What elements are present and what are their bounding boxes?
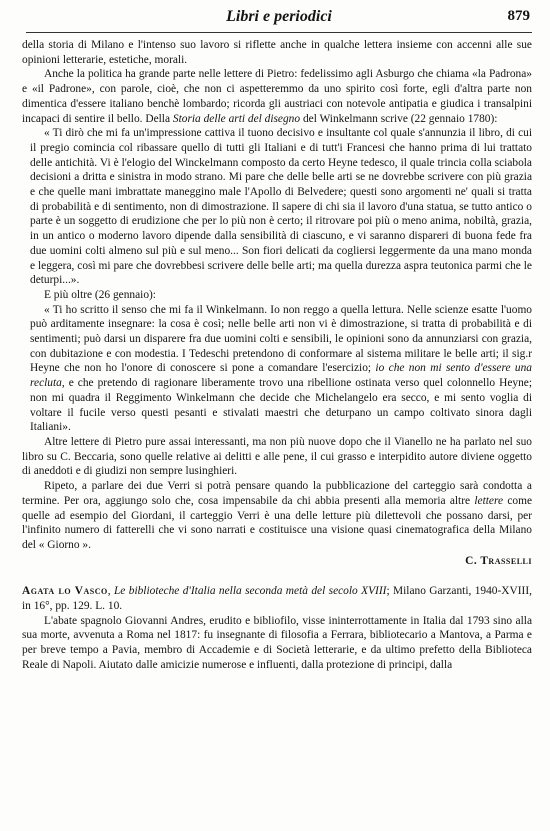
paragraph: L'abate spagnolo Giovanni Andres, erudito e bibliofilo, visse ininterrottamente in Italia dal 1793 sino alla sua morte, avvenuta a Roma nel 1817: fu insegnante di filosofia a Ferrara, bibliotecario a Mantova, a Parma e per breve tempo a Pavia, membro di Accademie e di Società letterarie, e da ultimo prefetto della Biblioteca Reale di Napoli. Aiutato dalle amicizie numerose e influenti, dalla protezione di principi, dalla [22,614,532,671]
paragraph: Altre lettere di Pietro pure assai interessanti, ma non più nuove dopo che il Vianello ne ha parlato nel suo libro su C. Beccaria, sono quelle relative ai delitti e alle pene, il cui grasso e interpidito autore diviene oggetto di aneddoti e di giudizi non sempre lusinghieri. [22,435,532,478]
quote-text: « Ti ho scritto il senso che mi fa il Winkelmann. Io non reggo a quella lettura. Nelle scienze esatte l'uomo può arditamente insegnare: la cosa è così; nelle belle arti non vi è dimostrazione, si tratta di probabilità e di sentimenti; può darsi un disparere fra due uomini colti e sensibili, le opinioni sono da annunziarsi con grazia, con dubitazione e con modestia. I Tedeschi pretendono di conformare al sistema militare le belle arti; il sig.r Heyne che non ho l'onore di conoscere si pone a comandare l'esercizio; [30,303,532,375]
running-head [28,6,530,30]
paragraph-text: Ripeto, a parlare dei due Verri si potrà pensare quando la pubblicazione del carteggio sarà condotta a termine. Per ora, aggiungo solo che, cosa impensabile da chi abbia presenti alla memoria altre [22,480,532,507]
running-head-title: Libri e periodici [226,8,332,25]
paragraph-text: Anche la politica ha grande parte nelle lettere di Pietro: fedelissimo agli Asburgo che chiama «la Padrona» e «il Padrone», con parole, cioè, che non ci aspetteremmo da uno spirito così forte, egli d'altra parte non dimentica d'essere italiano benchè lombardo; ricorda gli austriaci con notevole antipatia e giudica i transalpini incapaci di sentire il bello. Della [22,68,532,125]
block-quote: « Ti dirò che mi fa un'impressione cattiva il tuono decisivo e insultante col quale s'annunzia il libro, di cui il pregio comincia col ribassare quello di tutti gli Italiani e di tutt'i Francesi che hanno prima di lui trattato delle antichità. Vi è l'elogio del Winckelmann composto da certo Heyne tedesco, il quale trincia colla sciabola decisioni a dritta e sinistra in modo strano. Mi pare che delle belle arti se ne dovrebbe scrivere con più grazia e che quelle mani imbrattate maneggino male l'Apollo di Belvedere; questi sono argomenti ne' quali si tratta di probabilità e di sentimento, non di dimostrazione. Il sapere di chi sia il lavoro d'una statua, se tutto antico o parte è un soggetto di erudizione che per lo più non è certo; il ritrovare poi più o meno anima, nobiltà, grazia, in un antico o moderno lavoro dipende dalla sensibilità di ciascuno, e vi saranno dispareri di buona fede fra due uomini colti almeno sul più e sul meno... Son fiori delicati da cogliersi leggermente da una mano monda e leggera, così mi pare che dovrebbesi scrivere delle belle arti; ma quella durezza aspra teutonica parmi che le deturpi...». [30,127,532,287]
paragraph [22,67,532,126]
entry-details: ; Milano Garzanti, 1940-XVIII, in 16°, pp. 129. L. 10. [22,585,532,613]
page-number: 879 [507,8,530,24]
paragraph: E più oltre (26 gennaio): [44,288,156,301]
bibliographic-entry: Agata lo Vasco, Le biblioteche d'Italia nella seconda metà del secolo XVIII; Milano Garzanti, 1940-XVIII, in 16°, pp. 129. L. 10. [22,585,532,613]
body-text [22,38,532,673]
quote-text: , e che pretendo di ragionare liberamente trovo una ribellione ostinata verso quel colonnello Heyne; non mi quadra il Reggimento Winkelmann che decide che Michelangelo era secco, e mi sento voglia di voltare il fucile verso questi pesanti e stivalati maestri che deturpano un campo coltivato sinora dagli Italiani». [30,377,532,434]
signature [22,554,532,569]
signature-name: C. Trasselli [465,554,532,567]
paragraph [22,479,532,553]
paragraph: della storia di Milano e l'intenso suo lavoro si riflette anche in qualche lettera insieme con accenni alle sue opinioni letterarie, estetiche, morali. [22,39,532,66]
emphasis: lettere [474,494,504,507]
block-quote [30,303,532,435]
quote-emphasis: io che non mi sento d'essere una recluta [30,362,532,390]
paragraph-text: come quelle ad esempio del Giordani, il carteggio Verri è una delle letture più dilettevoli che possano darsi, per l'infinito numero di fatterelli che vi sono narrati e costituisce una visione quasi cinematografica della Milano del « Giorno ». [22,494,532,551]
header-rule [26,32,532,33]
entry-author: Agata lo Vasco [22,585,108,598]
paragraph-text: del Winkelmann scrive (22 gennaio 1780): [302,112,498,125]
entry-title: Le biblioteche d'Italia nella seconda metà del secolo XVIII [113,585,387,598]
book-title: Storia delle arti del disegno [172,112,301,125]
